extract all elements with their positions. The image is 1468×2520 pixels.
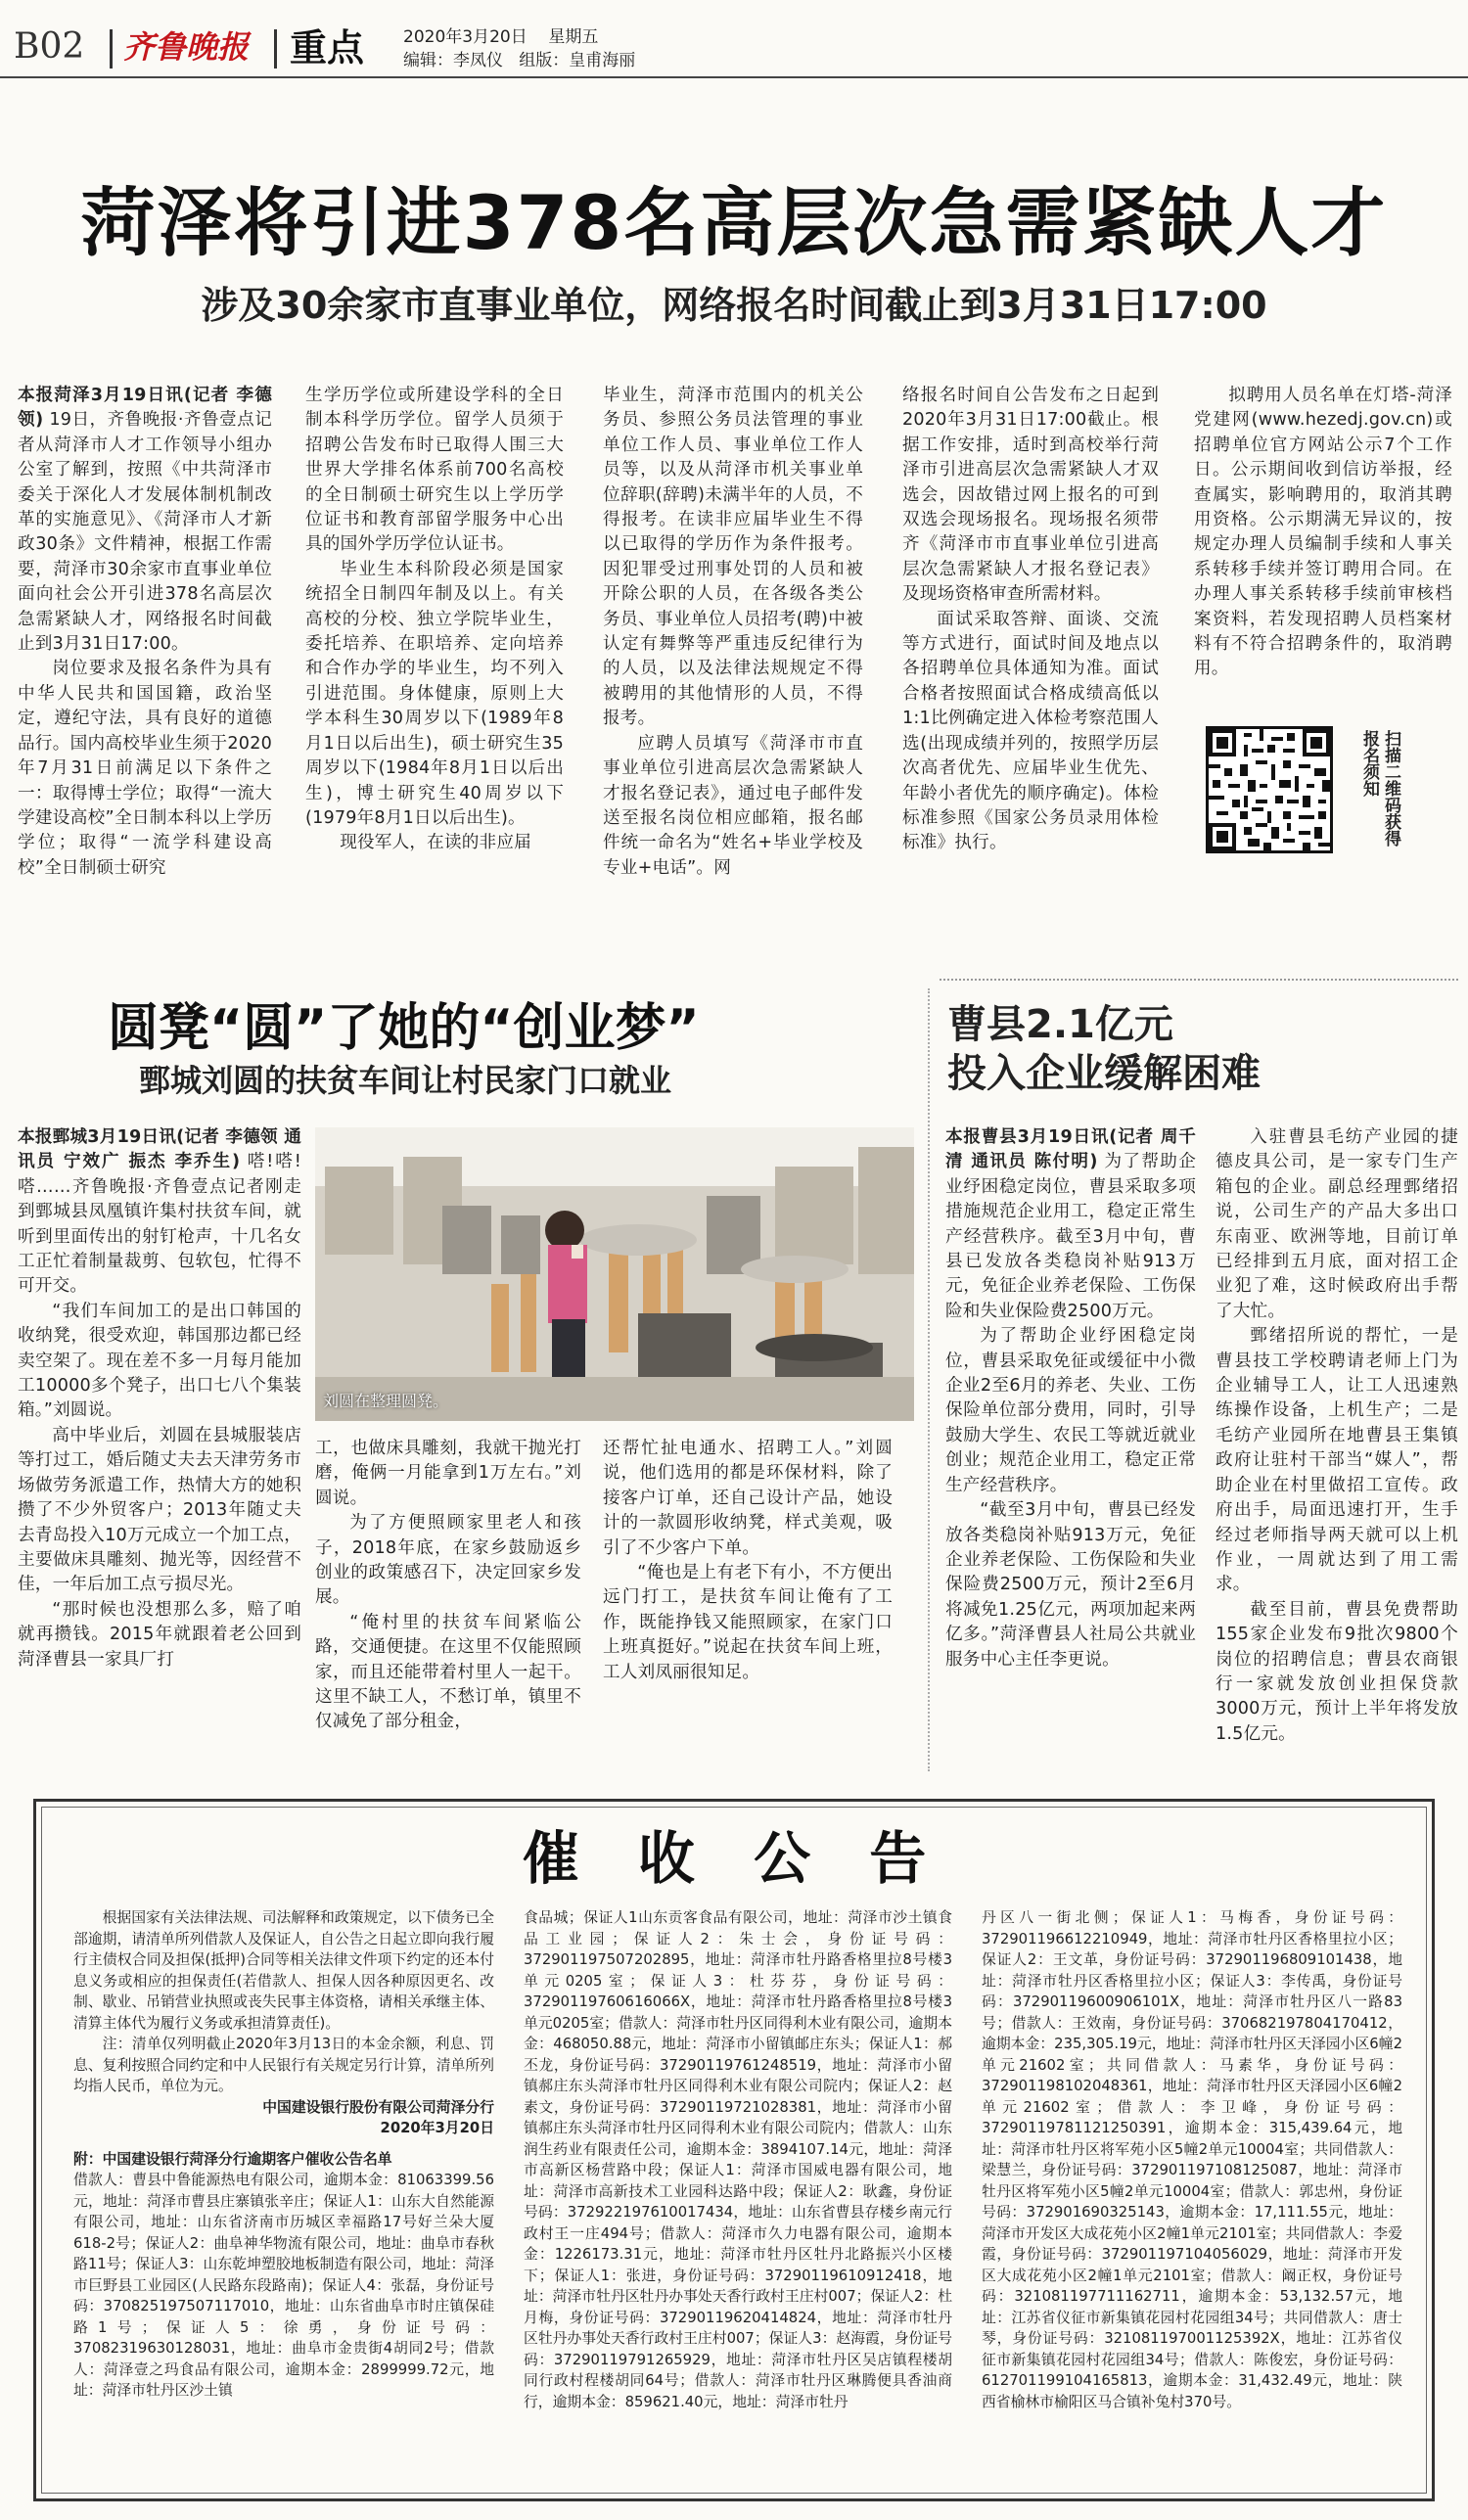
notice-title: 催 收 公 告 — [522, 1825, 946, 1892]
article-col-3: 毕业生，菏泽市范围内的机关公务员、参照公务员法管理的事业单位工作人员、事业单位工作人员等，以及从菏泽市机关事业单位辞职(辞聘)未满半年的人员，不得报考。在读非应届毕业生不得以已取得的学历作为条件报考。因犯罪受过刑事处罚的人员和被开除公职的人员，在各级各类公务员、事业单位人员招考(聘)中被认定有舞弊等严重违反纪律行为的人员，以及法律法规规定不得被聘用的其他情形的人员，不得报考。 应聘人员填写《菏泽市市直事业单位引进高层次急需紧缺人才报名登记表》，通过电子邮件发送至报名岗位相应邮箱，报名邮件统一命名为“姓名+毕业学校及专业+电话”。网 — [603, 386, 863, 878]
editor: 编辑：李凤仪 — [403, 51, 503, 70]
headline: 菏泽将引进378名高层次急需紧缺人才 — [80, 179, 1388, 266]
subheadline: 涉及30余家市直事业单位，网络报名时间截止到3月31日17:00 — [201, 284, 1267, 327]
byline: 本报菏泽3月19日讯(记者 李德领) — [18, 386, 272, 431]
notice-signer: 中国建设银行股份有限公司菏泽分行 — [262, 2098, 494, 2116]
qr-code[interactable] — [1206, 726, 1333, 853]
list-title: 附：中国建设银行菏泽分行逾期客户催收公告名单 — [73, 2150, 392, 2168]
photo-caption: 刘圆在整理圆凳。 — [323, 1392, 449, 1410]
article-col-3: 还帮忙扯电通水、招聘工人。”刘圆说，他们选用的都是环保材料，除了接客户订单，还自己设计产品，她设计的一款圆形收纳凳，样式美观，吸引了不少客户下单。 “俺也是上有老下有小，不方便出远门打工，是扶贫车间让俺有了工作，既能挣钱又能照顾家，在家门口上班真挺好。”说起在扶贫车间上班，工人刘凤丽很知足。 — [603, 1439, 893, 1682]
notice-col-1: 根据国家有关法律法规、司法解释和政策规定，以下债务已全部逾期，请清单所列借款人及保证人，自公告之日起立即向我行履行主债权合同及担保(抵押)合同等相关法律文件项下约定的还本付息义务或相应的担保责任(若借款人、担保人因各种原因更名、改制、歇业、吊销营业执照或丧失民事主体资格，请相关承继主体、清算主体代为履行义务或承担清算责任)。 注：清单仅列明截止2020年3月13日的本金余额，利息、罚息、复利按照合同约定和中人民银行有关规定另行计算，清单所列均指人民币，单位为元。 中国建设银行股份有限公司菏泽分行 2020年3月20日 附：中国建设银行菏泽分行逾期客户催收公告名单 借款人：曹县中鲁能源热电有限公司，逾期本金：81063399.56元，地址：菏泽市曹县庄寨镇张辛庄；保证人1：山东大自然能源有限公司，地址：山东省济南市历城区幸福路17号好兰朵大厦618-2号；保证人2：曲阜神华物流有限公司，地址：曲阜市春秋路11号；保证人3：山东乾坤塑胶地板制造有限公司，地址：菏泽市巨野县工业园区(人民路东段路南)；保证人4：张磊，身份证号码：370825197507117010，地址：山东省曲阜市时庄镇保硅路1号；保证人5：徐勇，身份证号码：37082319630128031，地址：曲阜市金贵街4胡同2号；借款人：菏泽壹之玛食品有限公司，逾期本金：2899999.72元，地址：菏泽市牡丹区沙土镇 — [73, 1907, 494, 2487]
headline-line-1: 曹县2.1亿元 — [947, 1002, 1173, 1047]
subheadline: 鄄城刘圆的扶贫车间让村民家门口就业 — [139, 1062, 672, 1099]
article-talent — [0, 78, 1468, 979]
section-name: 重点 — [290, 26, 365, 69]
byline: 本报曹县3月19日讯(记者 周千清 通讯员 陈付明) — [945, 1127, 1196, 1172]
notice-date: 2020年3月20日 — [380, 2120, 494, 2136]
designer: 组版：皇甫海丽 — [519, 51, 636, 70]
page-header — [0, 0, 1468, 78]
column-rule — [928, 988, 930, 1771]
qr-code-icon — [1209, 729, 1330, 850]
page-number: B02 — [14, 26, 85, 67]
debtor-list-1: 借款人：曹县中鲁能源热电有限公司，逾期本金：81063399.56元，地址：菏泽市曹县庄寨镇张辛庄；保证人1：山东大自然能源有限公司，地址：山东省济南市历城区幸福路17号好兰朵大厦618-2号；保证人2：曲阜神华物流有限公司，地址：曲阜市春秋路11号；保证人3：山东乾坤塑胶地板制造有限公司，地址：菏泽市巨野县工业园区(人民路东段路南)；保证人4：张磊，身份证号码：370825197507117010，地址：山东省曲阜市时庄镇保硅路1号；保证人5：徐勇，身份证号码：37082319630128031，地址：曲阜市金贵街4胡同2号；借款人：菏泽壹之玛食品有限公司，逾期本金：2899999.72元，地址：菏泽市牡丹区沙土镇 — [73, 2172, 494, 2399]
article-caoxian — [940, 979, 1468, 1786]
weekday: 星期五 — [548, 27, 599, 47]
article-col-4: 络报名时间自公告发布之日起到2020年3月31日17:00截止。根据工作安排，适时到高校举行菏泽市引进高层次急需紧缺人才双选会，因故错过网上报名的可到双选会现场报名。现场报名须带齐《菏泽市市直事业单位引进高层次急需紧缺人才报名登记表》及现场资格审查所需材料。 面试采取答辩、面谈、交流等方式进行，面试时间及地点以各招聘单位具体通知为准。面试合格者按照面试合格成绩高低以1:1比例确定进入体检考察范围人选(出现成绩并列的，按照学历层次高者优先、应届毕业生优先、年龄小者优先的顺序确定)。体检标准参照《国家公务员录用体检标准》执行。 — [902, 386, 1159, 853]
workshop-photo — [315, 1127, 914, 1421]
byline: 本报鄄城3月19日讯(记者 李德领 通讯员 宁效广 振杰 李乔生) — [18, 1127, 301, 1172]
debtor-list-2: 食品城；保证人1山东贡客食品有限公司，地址：菏泽市沙土镇食品工业园；保证人2：朱士会，身份证号码：372901197507202895，地址：菏泽市牡丹路香格里拉8号楼3单元0205室；保证人3：杜芬芬，身份证号码：37290119760616066X，地址：菏泽市牡丹路香格里拉8号楼3单元0205室；借款人：菏泽市牡丹区同得利木业有限公司，逾期本金：468050.88元，地址：菏泽市小留镇邮庄东头；保证人1：郝丕龙，身份证号码：37290119761248519，地址：菏泽市小留镇郝庄东头菏泽市牡丹区同得利木业有限公司院内；保证人2：赵素文，身份证号码：37290119721028381，地址：菏泽市小留镇郝庄东头菏泽市牡丹区同得利木业有限公司院内；借款人：山东润生药业有限责任公司，逾期本金：3894107.14元，地址：菏泽市高新区杨营路中段；保证人1：菏泽市国威电器有限公司，地址：菏泽市高新技术工业园科达路中段；保证人2：耿鑫，身份证号码：372922197610017434，地址：山东省曹县存楼乡南元行政村王一庄494号；借款人：菏泽市久力电器有限公司，逾期本金：1226173.31元，地址：菏泽市牡丹区牡丹北路振兴小区楼下；保证人1：张进，身份证号码：37290119610912418，地址：菏泽市牡丹区牡丹办事处天香行政村王庄村007；保证人2：杜月梅，身份证号码：37290119620414824，地址：菏泽市牡丹区牡丹办事处天香行政村王庄村007；保证人3：赵海霞，身份证号码：37290119791265929，地址：菏泽市牡丹区吴店镇程楼胡同行政村程楼胡同64号；借款人：菏泽市牡丹区琳腾便具香油商行，逾期本金：859621.40元，地址：菏泽市牡丹 — [524, 1909, 952, 2410]
header-divider — [110, 29, 113, 69]
headline-line-2: 投入企业缓解困难 — [947, 1051, 1261, 1096]
header-divider-2 — [274, 29, 277, 69]
notice-col-2 — [524, 1907, 952, 2487]
article-col-1: 本报菏泽3月19日讯(记者 李德领) 19日，齐鲁晚报·齐鲁壹点记者从菏泽市人才工作领导小组办公室了解到，按照《中共菏泽市委关于深化人才发展体制机制改革的实施意见》、《菏泽市人才新政30条》文件精神，根据工作需要，菏泽市30余家市直事业单位面向社会公开引进378名高层次急需紧缺人才，网络报名时间截止到3月31日17:00。 岗位要求及报名条件为具有中华人民共和国国籍，政治坚定，遵纪守法，具有良好的道德品行。国内高校毕业生须于2020年7月31日前满足以下条件之一：取得博士学位；取得“一流大学建设高校”全日制本科以上学历学位；取得“一流学科建设高校”全日制硕士研究 — [18, 386, 272, 878]
article-col-5: 拟聘用人员名单在灯塔-菏泽党建网(www.hezedj.gov.cn)或招聘单位官方网站公示7个工作日。公示期间收到信访举报，经查属实，影响聘用的，取消其聘用资格。公示期满无异议的，按规定办理人员编制手续和人事关系转移手续并签订聘用合同。在办理人事关系转移手续前审核档案资料，若发现招聘人员档案材料有不符合招聘条件的，取消聘用。 — [1194, 386, 1452, 679]
news-photo — [315, 1127, 914, 1421]
debtor-list-3: 丹区八一街北侧；保证人1：马梅香，身份证号码：372901196612210949，地址：菏泽市牡丹区香格里拉小区；保证人2：王文革，身份证号码：372901196809101438，地址：菏泽市牡丹区香格里拉小区；保证人3：李传禹，身份证号码：37290119600906101X，地址：菏泽市牡丹区八一路83号；借款人：王效南，身份证号码：370682197804170412，逾期本金：235,305.19元，地址：菏泽市牡丹区天泽园小区6幢2单元21602室；共同借款人：马素华，身份证号码：372901198102048361，地址：菏泽市牡丹区天泽园小区6幢2单元21602室；借款人：李卫峰，身份证号码：37290119781121250391，逾期本金：315,439.64元，地址：菏泽市牡丹区将军苑小区5幢2单元10004室；共同借款人：梁慧兰，身份证号码：372901197108125087，地址：菏泽市牡丹区将军苑小区5幢2单元10004室；借款人：郭忠州，身份证号码：372901690325143，逾期本金：17,111.55元，地址：菏泽市开发区大成花苑小区2幢1单元2101室；共同借款人：李爱霞，身份证号码：372901197104056029，地址：菏泽市开发区大成花苑小区2幢1单元2101室；借款人：阚正权，身份证号码：321081197711162711，逾期本金：53,132.57元，地址：江苏省仪征市新集镇花园村花园组34号；共同借款人：唐士琴，身份证号码：321081197001125392X，地址：江苏省仪征市新集镇花园村花园组34号；借款人：陈俊宏，身份证号码：612701199104165813，逾期本金：31,432.49元，地址：陕西省榆林市榆阳区马合镇补兔村370号。 — [982, 1909, 1402, 2410]
article-col-1: 本报鄄城3月19日讯(记者 李德领 通讯员 宁效广 振杰 李乔生) 嗒!嗒!嗒……齐鲁晚报·齐鲁壹点记者刚走到鄄城县凤凰镇许集村扶贫车间，就听到里面传出的射钉枪声，十几名女工正忙着制量裁剪、包软包，忙得不可开交。 “我们车间加工的是出口韩国的收纳凳，很受欢迎，韩国那边都已经卖空架了。现在差不多一月每月能加工10000多个凳子，出口七八个集装箱。”刘圆说。 高中毕业后，刘圆在县城服装店等打过工，婚后随丈夫去天津劳务市场做劳务派遣工作，热情大方的她积攒了不少外贸客户；2013年随丈夫去青岛投入10万元成立一个加工点，主要做床具雕刻、抛光等，因经营不佳，一年后加工点亏损尽光。 “那时候也没想那么多，赔了咱就再攒钱。2015年就跟着老公回到菏泽曹县一家具厂打 — [18, 1127, 301, 1670]
article-col-2: 入驻曹县毛纺产业园的捷德皮具公司，是一家专门生产箱包的企业。副总经理鄄绪招说，公司生产的产品大多出口东南亚、欧洲等地，目前订单已经排到五月底，面对招工企业犯了难，这时候政府出手帮了大忙。 鄄绪招所说的帮忙，一是曹县技工学校聘请老师上门为企业辅导工人，让工人迅速熟练操作设备，上机生产；二是毛纺产业园所在地曹县王集镇政府让驻村干部当“媒人”，帮助企业在村里做招工宣传。政府出手，局面迅速打开，生手经过老师指导两天就可以上机作业，一周就达到了用工需求。 截至目前，曹县免费帮助155家企业发布9批次9800个岗位的招聘信息；曹县农商银行一家就发放创业担保贷款3000万元，预计上半年将发放1.5亿元。 — [1216, 1127, 1458, 1744]
article-col-2: 工，也做床具雕刻，我就干抛光打磨，俺俩一月能拿到1万左右。”刘圆说。 为了方便照顾家里老人和孩子，2018年底，在家乡鼓励返乡创业的政策感召下，决定回家乡发展。 “俺村里的扶贫车间紧临公路，交通便捷。在这里不仅能照顾家，而且还能带着村里人一起干。这里不缺工人，不愁订单，镇里不仅减免了部分租金， — [315, 1439, 581, 1732]
newspaper-logo: 齐鲁晚报 — [123, 28, 250, 66]
article-col-2: 生学历学位或所建设学科的全日制本科学历学位。留学人员须于招聘公告发布时已取得人围三大世界大学排名体系前700名高校的全日制硕士研究生以上学历学位证书和教育部留学服务中心出具的国外学历学位认证书。 毕业生本科阶段必须是国家统招全日制四年制及以上。有关高校的分校、独立学院毕业生，委托培养、在职培养、定向培养和合作办学的毕业生，均不列入引进范围。身体健康，原则上大学本科生30周岁以下(1989年8月1日以后出生)，硕士研究生35周岁以下(1984年8月1日以后出生)，博士研究生40周岁以下(1979年8月1日以后出生)。 现役军人，在读的非应届 — [305, 386, 564, 853]
editor-line — [403, 50, 635, 71]
notice-col-3 — [982, 1907, 1402, 2487]
article-col-1: 本报曹县3月19日讯(记者 周千清 通讯员 陈付明) 为了帮助企业纾困稳定岗位，曹县采取多项措施规范企业用工，稳定正常生产经营秩序。截至3月中旬，曹县已发放各类稳岗补贴913万元，免征企业养老保险、工伤保险和失业保险费2500万元。 为了帮助企业纾困稳定岗位，曹县采取免征或缓征中小微企业2至6月的养老、失业、工伤保险单位部分费用，同时，引导鼓励大学生、农民工等就近就业创业；规范企业用工，稳定正常生产经营秩序。 “截至3月中旬，曹县已经发放各类稳岗补贴913万元，免征企业养老保险、工伤保险和失业保险费2500万元，预计2至6月将减免1.25亿元，两项加起来两亿多。”菏泽曹县人社局公共就业服务中心主任李更说。 — [945, 1127, 1196, 1670]
collection-notice — [33, 1799, 1435, 2501]
qr-caption: 扫描二维码获得报名须知 — [1359, 730, 1400, 847]
headline: 圆凳“圆”了她的“创业梦” — [108, 999, 700, 1058]
issue-date — [403, 26, 598, 48]
date: 2020年3月20日 — [403, 27, 528, 47]
article-stool — [0, 979, 920, 1786]
